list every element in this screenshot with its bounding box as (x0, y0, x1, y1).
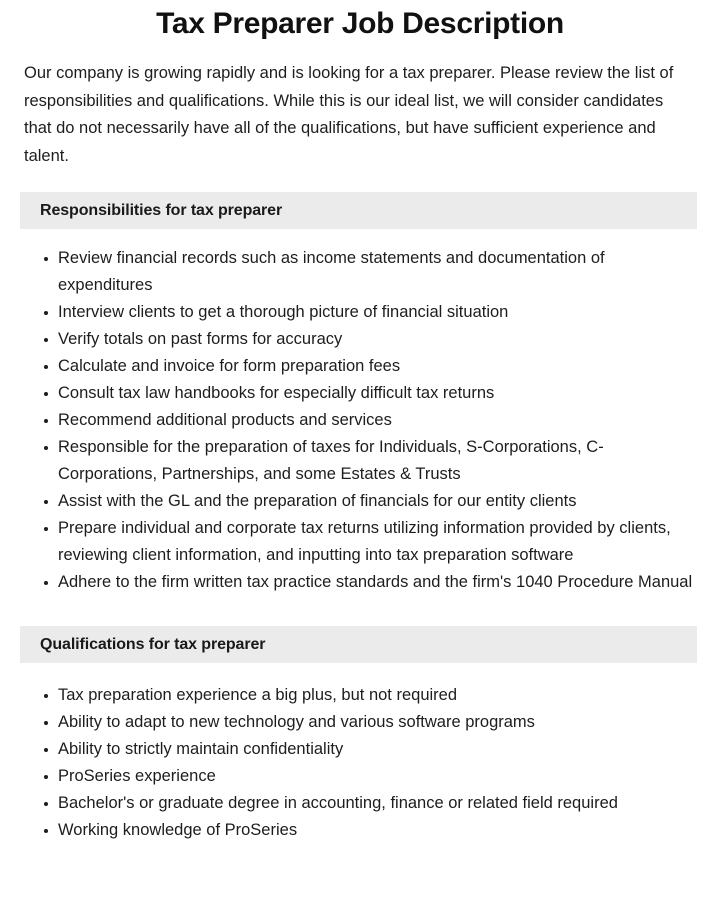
list-item: Ability to adapt to new technology and various software programs (58, 709, 694, 736)
list-item: Calculate and invoice for form preparation fees (58, 353, 694, 380)
page-title: Tax Preparer Job Description (156, 7, 564, 40)
list-item: Consult tax law handbooks for especially difficult tax returns (58, 380, 694, 407)
list-item: Bachelor's or graduate degree in accounting, finance or related field required (58, 790, 694, 817)
list-item: Ability to strictly maintain confidentiality (58, 736, 694, 763)
list-item: Tax preparation experience a big plus, but not required (58, 682, 694, 709)
list-item: Assist with the GL and the preparation of financials for our entity clients (58, 488, 694, 515)
responsibilities-list (0, 245, 720, 596)
list-item: Responsible for the preparation of taxes for Individuals, S-Corporations, C-Corporations, Partnerships, and some Estates & Trusts (58, 434, 694, 488)
list-item: Adhere to the firm written tax practice standards and the firm's 1040 Procedure Manual (58, 569, 694, 596)
section-header-qualifications (20, 626, 697, 663)
section-header-responsibilities (20, 192, 697, 229)
list-item: Prepare individual and corporate tax returns utilizing information provided by clients, reviewing client information, and inputting into tax preparation software (58, 515, 694, 569)
section-responsibilities (0, 192, 720, 596)
intro-paragraph: Our company is growing rapidly and is looking for a tax preparer. Please review the list of responsibilities and qualifications. While this is our ideal list, we will consider candidates that do not necessarily have all of the qualifications, but have sufficient experience and talent. (24, 64, 674, 165)
list-item: Verify totals on past forms for accuracy (58, 326, 694, 353)
list-item: ProSeries experience (58, 763, 694, 790)
list-item: Working knowledge of ProSeries (58, 817, 694, 844)
section-heading-label: Responsibilities for tax preparer (40, 201, 283, 219)
qualifications-list (0, 682, 720, 844)
list-item: Interview clients to get a thorough picture of financial situation (58, 299, 694, 326)
list-item: Recommend additional products and services (58, 407, 694, 434)
section-qualifications (0, 626, 720, 844)
section-heading-label: Qualifications for tax preparer (40, 635, 266, 653)
list-item: Review financial records such as income statements and documentation of expenditures (58, 245, 694, 299)
